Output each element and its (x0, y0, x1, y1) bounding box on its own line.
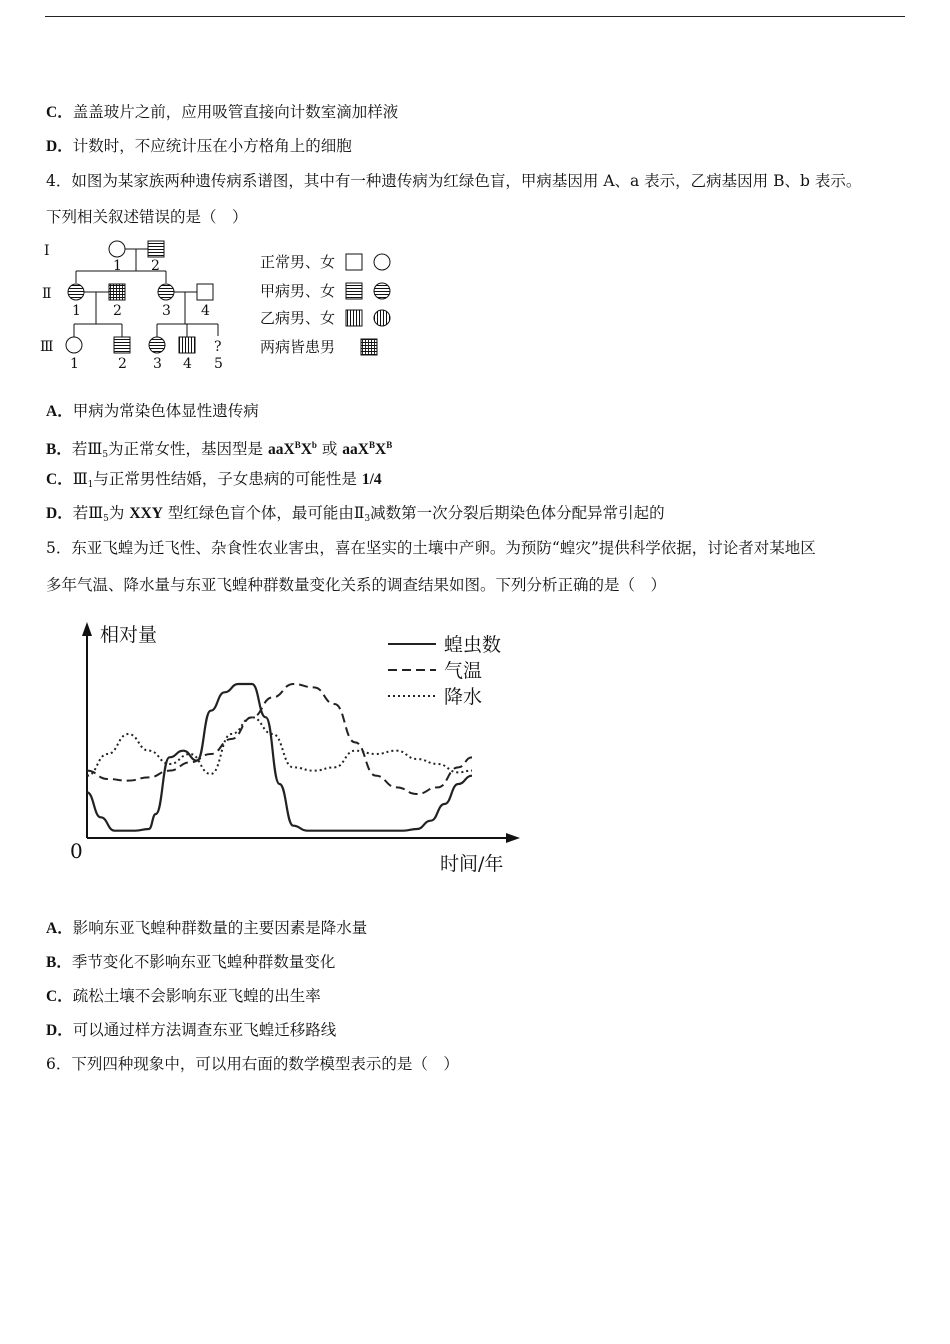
x-axis-label: 时间/年 (440, 853, 504, 875)
q4-option-c: C．$Ⅲ_1$与正常男性结婚，子女患病的可能性是 1/4 (46, 470, 382, 490)
III3-female-jia (149, 337, 165, 353)
II1-number: 1 (72, 303, 81, 319)
legend-label-2: 气温 (444, 660, 483, 682)
III1-female-normal (66, 337, 82, 353)
q4-option-d: D．若$Ⅲ_5$为 XXY 型红绿色盲个体，最可能由$Ⅱ_3$减数第一次分裂后期染色体分配异常引起的 (46, 504, 665, 524)
series-line-3 (87, 717, 472, 775)
II2-male-both (109, 284, 125, 300)
III2-male-jia (114, 337, 130, 353)
legend-yi-male-icon (346, 310, 362, 326)
q4-option-b: B．若$Ⅲ_5$为正常女性，基因型是 $aaX^BX^b$ 或 $aaX^BX^B$ (46, 440, 393, 460)
III4-male-yi (179, 337, 195, 353)
I2-number: 2 (151, 258, 160, 274)
q4-stem-line-1: 4．如图为某家族两种遗传病系谱图，其中有一种遗传病为红绿色盲，甲病基因用 A、a 表示，乙病基因用 B、b 表示。 (46, 172, 862, 190)
q3-option-c: C．盖盖玻片之前，应用吸管直接向计数室滴加样液 (46, 103, 399, 121)
legend-jia-female-icon (374, 283, 390, 299)
q6-stem: 6．下列四种现象中，可以用右面的数学模型表示的是（ ） (46, 1055, 459, 1073)
q5-option-a: A．影响东亚飞蝗种群数量的主要因素是降水量 (46, 919, 368, 937)
II4-number: 4 (201, 303, 210, 319)
II4-male-normal (197, 284, 213, 300)
q5-stem-line-2: 多年气温、降水量与东亚飞蝗种群数量变化关系的调查结果如图。下列分析正确的是（ ） (46, 576, 667, 594)
legend-both-male-icon (361, 339, 377, 355)
II2-number: 2 (113, 303, 122, 319)
legend-jia-male-icon (346, 283, 362, 299)
gen-I-label: Ⅰ (44, 243, 50, 259)
III1-number: 1 (70, 356, 79, 372)
y-axis-label: 相对量 (100, 624, 158, 646)
legend-label-3: 降水 (444, 686, 483, 708)
q5-stem-line-1: 5．东亚飞蝗为迁飞性、杂食性农业害虫，喜在坚实的土壤中产卵。为预防“蝗灾”提供科学依据，讨论者对某地区 (46, 539, 816, 557)
x-axis-arrow (506, 833, 520, 843)
q5-option-b: B．季节变化不影响东亚飞蝗种群数量变化 (46, 953, 336, 971)
pedigree-figure (40, 236, 400, 376)
I1-female-normal (109, 241, 125, 257)
III4-number: 4 (183, 356, 192, 372)
legend-normal-female-icon (374, 254, 390, 270)
q4-option-a: A．甲病为常染色体显性遗传病 (46, 402, 259, 420)
locust-chart (60, 612, 530, 882)
III2-number: 2 (118, 356, 127, 372)
gen-II-label: Ⅱ (42, 286, 52, 302)
q5-option-c: C．疏松土壤不会影响东亚飞蝗的出生率 (46, 987, 321, 1005)
III3-number: 3 (153, 356, 162, 372)
I2-male-jia (148, 241, 164, 257)
II1-female-jia (68, 284, 84, 300)
q4-stem-line-2: 下列相关叙述错误的是（ ） (46, 208, 248, 226)
legend-jia-label: 甲病男、女 (260, 282, 336, 300)
q5-option-d: D．可以通过样方法调查东亚飞蝗迁移路线 (46, 1021, 337, 1039)
gen-III-label: Ⅲ (40, 339, 54, 355)
y-axis-arrow (82, 622, 92, 636)
legend-yi-label: 乙病男、女 (260, 309, 336, 327)
series-line-1 (87, 684, 472, 831)
III5-unknown-mark: ? (214, 339, 222, 355)
top-rule (45, 16, 905, 17)
legend-both-label: 两病皆患男 (260, 338, 336, 356)
legend-label-1: 蝗虫数 (444, 634, 502, 656)
q3-option-d: D．计数时，不应统计压在小方格角上的细胞 (46, 137, 352, 155)
III5-number: 5 (214, 356, 223, 372)
legend-normal-male-icon (346, 254, 362, 270)
I1-number: 1 (113, 258, 122, 274)
II3-number: 3 (162, 303, 171, 319)
II3-female-jia (158, 284, 174, 300)
origin-label: 0 (70, 839, 83, 863)
legend-yi-female-icon (374, 310, 390, 326)
legend-normal-label: 正常男、女 (260, 253, 336, 271)
